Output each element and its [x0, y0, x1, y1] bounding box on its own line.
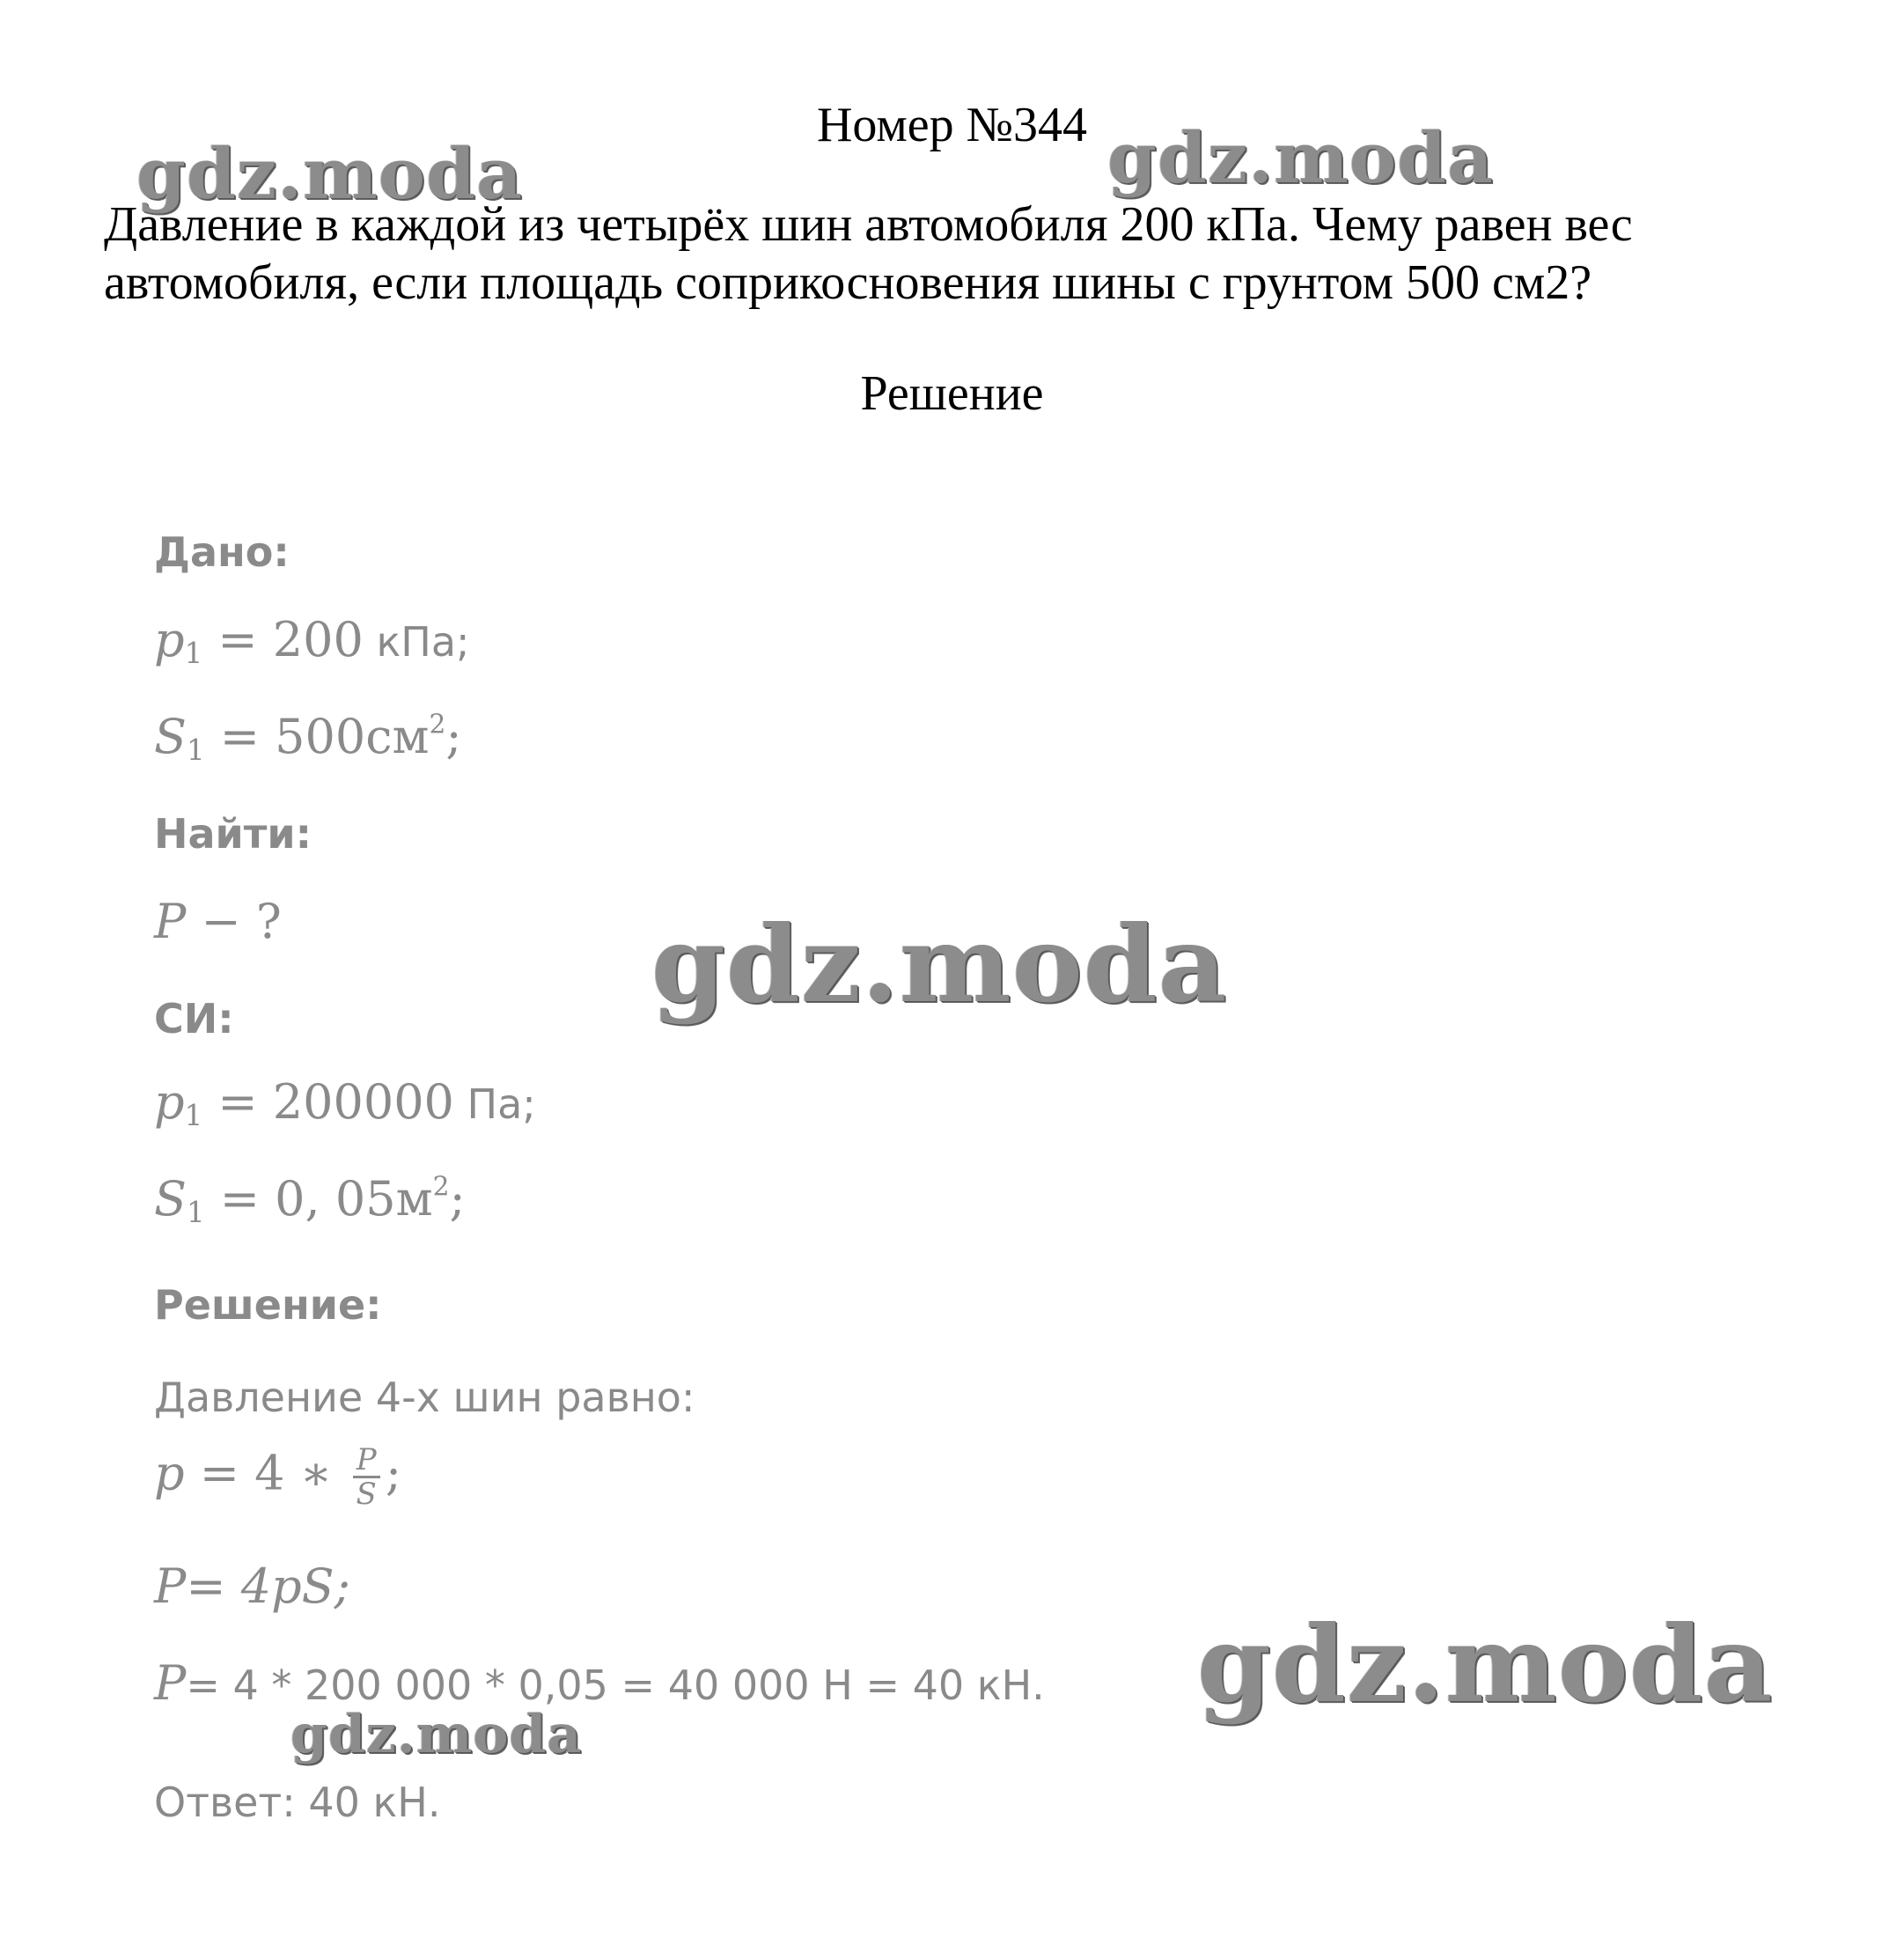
si-area-tail: ; [449, 1171, 466, 1227]
find-weight-rhs: − ? [186, 894, 282, 949]
problem-number-title: Номер №344 [816, 98, 1088, 152]
watermark-logo: gdz.moda [1107, 116, 1494, 199]
given-area-value: = 500см [204, 709, 430, 764]
symbol-P: P [154, 894, 187, 949]
watermark-logo: gdz.moda [1197, 1602, 1774, 1727]
symbol-P: P [154, 1655, 187, 1711]
formula-tail: ; [385, 1445, 402, 1501]
formula-pressure [154, 1444, 401, 1510]
given-pressure [154, 612, 470, 670]
given-area-tail: ; [445, 709, 462, 764]
calculation [154, 1655, 1045, 1711]
problem-statement: Давление в каждой из четырёх шин автомобиля 200 кПа. Чему равен вес автомобиля, если площадь соприкосновения шины с грунтом 500 см2? [104, 197, 1633, 310]
given-pressure-unit: кПа; [363, 618, 470, 666]
find-label: Найти: [154, 810, 312, 858]
si-pressure-unit: Па; [453, 1080, 536, 1128]
find-weight [154, 894, 282, 949]
subscript: 1 [187, 1196, 205, 1230]
calculation-rhs: = 4 * 200 000 * 0,05 = 40 000 Н = 40 кН. [186, 1661, 1045, 1709]
given-label: Дано: [154, 528, 290, 576]
answer: Ответ: 40 кН. [154, 1779, 441, 1826]
si-label: СИ: [154, 995, 234, 1042]
fraction-denominator: S [356, 1477, 377, 1512]
subscript: 1 [184, 637, 203, 671]
pressure-text: Давление 4-х шин равно: [154, 1374, 695, 1421]
fraction [353, 1444, 380, 1510]
subscript: 1 [187, 733, 205, 768]
si-pressure [154, 1074, 536, 1132]
formula-mid: = 4 ∗ [184, 1445, 348, 1501]
given-pressure-value: = 200 [202, 612, 364, 667]
superscript: 2 [429, 709, 446, 740]
fraction-numerator: P [353, 1444, 380, 1478]
watermark-logo: gdz.moda [290, 1704, 583, 1765]
solution-heading: Решение [860, 366, 1044, 421]
si-pressure-value: = 200000 [202, 1074, 454, 1130]
formula-weight [154, 1558, 350, 1614]
symbol-S: S [154, 709, 187, 764]
symbol-p: p [154, 1445, 185, 1501]
watermark-logo: gdz.moda [651, 903, 1228, 1027]
symbol-p: p [154, 612, 185, 667]
si-area [154, 1171, 466, 1229]
symbol-p: p [154, 1074, 185, 1130]
superscript: 2 [432, 1171, 450, 1203]
symbol-P: P [154, 1558, 187, 1614]
solution-label: Решение: [154, 1281, 382, 1329]
formula-weight-rhs: = 4pS; [186, 1558, 350, 1614]
watermark-logo: gdz.moda [136, 132, 523, 215]
subscript: 1 [184, 1099, 203, 1133]
si-area-value: = 0, 05м [204, 1171, 433, 1227]
symbol-S: S [154, 1171, 187, 1227]
given-area [154, 709, 462, 767]
